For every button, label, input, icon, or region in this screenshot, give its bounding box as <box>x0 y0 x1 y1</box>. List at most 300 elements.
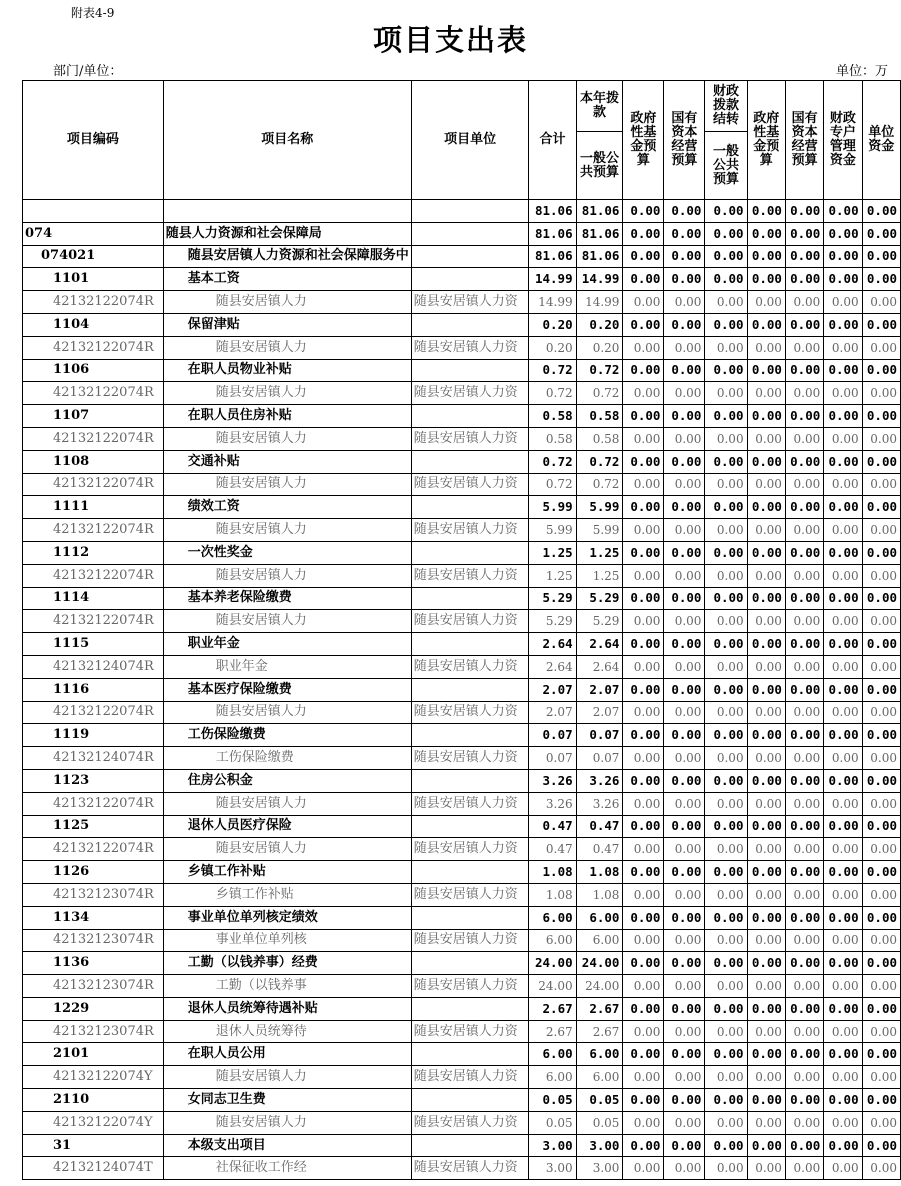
cell-amount: 0.00 <box>664 769 705 792</box>
cell-code: 42132122074R <box>23 701 164 724</box>
cell-amount: 0.00 <box>623 929 664 952</box>
cell-amount: 0.00 <box>785 883 823 906</box>
cell-amount: 0.00 <box>623 519 664 542</box>
cell-amount: 0.00 <box>785 359 823 382</box>
cell-amount: 0.00 <box>623 1020 664 1043</box>
cell-amount: 0.00 <box>705 929 747 952</box>
cell-amount: 0.00 <box>824 838 862 861</box>
cell-amount: 0.00 <box>664 359 705 382</box>
unit-label: 单位：万 <box>836 64 889 79</box>
cell-amount: 0.00 <box>664 747 705 770</box>
cell-amount: 2.64 <box>576 633 623 656</box>
cell-code: 42132124074T <box>23 1157 164 1180</box>
cell-code: 1136 <box>23 952 164 975</box>
cell-amount: 0.00 <box>705 382 747 405</box>
cell-amount: 0.00 <box>785 268 823 291</box>
cell-amount: 0.00 <box>664 838 705 861</box>
cell-unit: 随县安居镇人力资 <box>411 291 529 314</box>
cell-amount: 0.00 <box>747 222 785 245</box>
col-total: 合计 <box>529 81 576 200</box>
cell-unit: 随县安居镇人力资 <box>411 883 529 906</box>
cell-name: 职业年金 <box>163 655 411 678</box>
cell-amount: 1.25 <box>529 541 576 564</box>
table-row <box>23 405 901 428</box>
cell-unit <box>411 906 529 929</box>
cell-amount: 0.00 <box>785 724 823 747</box>
cell-amount: 0.00 <box>705 222 747 245</box>
cell-amount: 0.00 <box>623 792 664 815</box>
table-row <box>23 200 901 223</box>
cell-unit: 随县安居镇人力资 <box>411 792 529 815</box>
cell-name: 绩效工资 <box>163 496 411 519</box>
cell-amount: 0.00 <box>785 1089 823 1112</box>
col-current-year: 本年拨款 <box>576 81 623 132</box>
cell-amount: 0.00 <box>862 997 900 1020</box>
cell-amount: 0.00 <box>664 678 705 701</box>
cell-unit: 随县安居镇人力资 <box>411 701 529 724</box>
col-gov-fund: 政府性基金预算 <box>623 81 664 200</box>
cell-amount: 0.00 <box>664 792 705 815</box>
cell-amount: 0.00 <box>862 724 900 747</box>
cell-amount: 5.29 <box>529 610 576 633</box>
table-row <box>23 359 901 382</box>
cell-code: 42132123074R <box>23 929 164 952</box>
cell-amount: 0.00 <box>705 678 747 701</box>
cell-code: 1119 <box>23 724 164 747</box>
cell-amount: 0.00 <box>824 724 862 747</box>
cell-amount: 0.00 <box>747 610 785 633</box>
cell-amount: 0.72 <box>576 473 623 496</box>
cell-amount: 0.00 <box>664 200 705 223</box>
cell-amount: 81.06 <box>576 245 623 268</box>
cell-amount: 0.00 <box>664 1111 705 1134</box>
annex-label: 附表4-9 <box>71 6 115 20</box>
cell-amount: 0.05 <box>576 1089 623 1112</box>
cell-amount: 0.58 <box>529 405 576 428</box>
cell-amount: 0.00 <box>824 245 862 268</box>
cell-amount: 0.00 <box>747 336 785 359</box>
cell-amount: 0.00 <box>785 587 823 610</box>
cell-code: 1106 <box>23 359 164 382</box>
cell-amount: 0.00 <box>862 610 900 633</box>
cell-name: 住房公积金 <box>163 769 411 792</box>
cell-amount: 0.00 <box>664 427 705 450</box>
cell-amount: 0.00 <box>824 861 862 884</box>
cell-amount: 0.72 <box>529 473 576 496</box>
cell-amount: 0.00 <box>862 473 900 496</box>
cell-amount: 0.00 <box>824 906 862 929</box>
cell-amount: 0.00 <box>705 906 747 929</box>
cell-unit <box>411 1134 529 1157</box>
cell-code: 42132122074R <box>23 382 164 405</box>
cell-amount: 0.00 <box>824 1111 862 1134</box>
cell-unit: 随县安居镇人力资 <box>411 473 529 496</box>
cell-amount: 0.00 <box>623 838 664 861</box>
cell-amount: 0.00 <box>785 929 823 952</box>
cell-amount: 0.72 <box>529 450 576 473</box>
cell-amount: 0.72 <box>576 450 623 473</box>
cell-amount: 0.00 <box>824 1089 862 1112</box>
cell-unit: 随县安居镇人力资 <box>411 1020 529 1043</box>
cell-amount: 0.00 <box>785 382 823 405</box>
cell-amount: 0.00 <box>664 268 705 291</box>
cell-amount: 14.99 <box>576 291 623 314</box>
cell-amount: 0.00 <box>785 200 823 223</box>
table-row <box>23 769 901 792</box>
cell-amount: 0.20 <box>529 336 576 359</box>
cell-code: 42132123074R <box>23 975 164 998</box>
cell-amount: 0.00 <box>747 838 785 861</box>
table-row <box>23 1134 901 1157</box>
cell-name: 随县安居镇人力 <box>163 519 411 542</box>
cell-amount: 0.00 <box>747 1157 785 1180</box>
cell-amount: 1.25 <box>529 564 576 587</box>
cell-amount: 0.00 <box>747 268 785 291</box>
cell-amount: 0.00 <box>747 427 785 450</box>
table-row <box>23 655 901 678</box>
cell-amount: 0.00 <box>785 427 823 450</box>
cell-amount: 0.00 <box>705 1043 747 1066</box>
cell-amount: 0.00 <box>664 701 705 724</box>
cell-name: 乡镇工作补贴 <box>163 883 411 906</box>
col-carry-gov-fund: 政府性基金预算 <box>747 81 785 200</box>
cell-amount: 2.67 <box>529 1020 576 1043</box>
cell-amount: 5.99 <box>529 519 576 542</box>
cell-name: 社保征收工作经 <box>163 1157 411 1180</box>
cell-name: 随县安居镇人力 <box>163 336 411 359</box>
cell-code: 1123 <box>23 769 164 792</box>
cell-amount: 0.00 <box>705 838 747 861</box>
cell-unit <box>411 952 529 975</box>
cell-amount: 0.07 <box>529 724 576 747</box>
cell-amount: 6.00 <box>576 1066 623 1089</box>
cell-amount: 0.00 <box>862 1111 900 1134</box>
cell-amount: 0.00 <box>824 359 862 382</box>
col-fiscal-special: 财政专户管理资金 <box>824 81 862 200</box>
cell-amount: 0.00 <box>664 929 705 952</box>
table-row <box>23 473 901 496</box>
cell-amount: 6.00 <box>529 906 576 929</box>
cell-amount: 0.00 <box>623 313 664 336</box>
cell-amount: 0.00 <box>747 450 785 473</box>
cell-amount: 0.00 <box>664 473 705 496</box>
cell-name: 在职人员住房补贴 <box>163 405 411 428</box>
cell-amount: 1.08 <box>529 883 576 906</box>
cell-amount: 0.00 <box>664 906 705 929</box>
table-row <box>23 838 901 861</box>
cell-amount: 0.00 <box>705 747 747 770</box>
cell-amount: 0.00 <box>785 405 823 428</box>
cell-amount: 0.00 <box>862 1157 900 1180</box>
col-unit: 项目单位 <box>411 81 529 200</box>
cell-amount: 0.00 <box>664 724 705 747</box>
cell-amount: 0.00 <box>664 313 705 336</box>
cell-name: 本级支出项目 <box>163 1134 411 1157</box>
cell-amount: 0.00 <box>785 1157 823 1180</box>
table-row <box>23 427 901 450</box>
cell-amount: 0.00 <box>785 678 823 701</box>
cell-unit <box>411 405 529 428</box>
cell-amount: 1.25 <box>576 564 623 587</box>
cell-amount: 6.00 <box>529 1043 576 1066</box>
cell-code: 1108 <box>23 450 164 473</box>
cell-amount: 0.00 <box>623 655 664 678</box>
cell-code: 074021 <box>23 245 164 268</box>
cell-amount: 0.00 <box>747 975 785 998</box>
table-row <box>23 382 901 405</box>
cell-name: 在职人员公用 <box>163 1043 411 1066</box>
cell-unit: 随县安居镇人力资 <box>411 929 529 952</box>
cell-amount: 0.00 <box>623 906 664 929</box>
cell-amount: 0.20 <box>529 313 576 336</box>
cell-amount: 0.00 <box>664 1157 705 1180</box>
table-row <box>23 291 901 314</box>
table-row <box>23 222 901 245</box>
cell-code: 42132122074R <box>23 792 164 815</box>
cell-code: 42132124074R <box>23 655 164 678</box>
cell-amount: 0.00 <box>862 541 900 564</box>
cell-amount: 0.00 <box>664 975 705 998</box>
cell-name: 乡镇工作补贴 <box>163 861 411 884</box>
cell-amount: 0.00 <box>785 473 823 496</box>
cell-amount: 0.00 <box>747 633 785 656</box>
cell-amount: 0.00 <box>747 997 785 1020</box>
cell-amount: 0.00 <box>705 1134 747 1157</box>
cell-amount: 0.00 <box>862 1089 900 1112</box>
cell-name: 随县安居镇人力 <box>163 701 411 724</box>
cell-code: 1101 <box>23 268 164 291</box>
cell-unit: 随县安居镇人力资 <box>411 655 529 678</box>
col-general-budget: 一般公共预算 <box>576 132 623 200</box>
cell-amount: 0.58 <box>529 427 576 450</box>
cell-amount: 2.64 <box>576 655 623 678</box>
cell-amount: 0.00 <box>623 678 664 701</box>
table-row <box>23 724 901 747</box>
table-row <box>23 906 901 929</box>
cell-amount: 0.00 <box>664 861 705 884</box>
cell-name: 退休人员医疗保险 <box>163 815 411 838</box>
cell-amount: 0.00 <box>824 1043 862 1066</box>
cell-amount: 0.00 <box>862 291 900 314</box>
cell-amount: 0.00 <box>785 655 823 678</box>
cell-amount: 0.00 <box>705 952 747 975</box>
cell-amount: 0.00 <box>705 313 747 336</box>
cell-amount: 0.00 <box>785 222 823 245</box>
cell-amount: 0.00 <box>824 997 862 1020</box>
cell-code: 1126 <box>23 861 164 884</box>
table-row <box>23 997 901 1020</box>
cell-unit: 随县安居镇人力资 <box>411 1111 529 1134</box>
cell-unit: 随县安居镇人力资 <box>411 427 529 450</box>
cell-amount: 0.00 <box>747 747 785 770</box>
cell-amount: 0.00 <box>664 541 705 564</box>
cell-amount: 0.00 <box>623 427 664 450</box>
cell-unit <box>411 313 529 336</box>
cell-amount: 0.00 <box>824 291 862 314</box>
cell-amount: 0.00 <box>747 1043 785 1066</box>
cell-amount: 0.00 <box>785 792 823 815</box>
cell-amount: 0.07 <box>529 747 576 770</box>
cell-amount: 0.00 <box>747 792 785 815</box>
cell-amount: 3.26 <box>529 769 576 792</box>
cell-name: 在职人员物业补贴 <box>163 359 411 382</box>
cell-amount: 0.00 <box>705 1111 747 1134</box>
cell-amount: 0.00 <box>862 655 900 678</box>
cell-amount: 0.00 <box>862 747 900 770</box>
cell-code: 1229 <box>23 997 164 1020</box>
cell-amount: 0.00 <box>747 1111 785 1134</box>
cell-unit: 随县安居镇人力资 <box>411 610 529 633</box>
cell-code: 42132122074R <box>23 427 164 450</box>
cell-amount: 0.00 <box>623 473 664 496</box>
col-state-capital: 国有资本经营预算 <box>664 81 705 200</box>
cell-amount: 0.00 <box>862 359 900 382</box>
cell-amount: 0.00 <box>705 405 747 428</box>
cell-amount: 0.00 <box>747 769 785 792</box>
cell-amount: 0.00 <box>664 496 705 519</box>
cell-amount: 0.00 <box>862 1020 900 1043</box>
table-row <box>23 952 901 975</box>
cell-amount: 81.06 <box>576 200 623 223</box>
cell-amount: 0.00 <box>862 427 900 450</box>
cell-amount: 0.00 <box>824 519 862 542</box>
cell-amount: 0.00 <box>747 1066 785 1089</box>
cell-amount: 0.00 <box>862 906 900 929</box>
col-carry-state-capital: 国有资本经营预算 <box>785 81 823 200</box>
cell-amount: 1.08 <box>576 861 623 884</box>
cell-amount: 14.99 <box>576 268 623 291</box>
cell-name: 随县人力资源和社会保障局 <box>163 222 411 245</box>
cell-code: 1104 <box>23 313 164 336</box>
cell-code: 42132122074R <box>23 291 164 314</box>
cell-amount: 0.00 <box>664 336 705 359</box>
cell-amount: 6.00 <box>529 929 576 952</box>
cell-amount: 0.00 <box>623 633 664 656</box>
cell-unit <box>411 769 529 792</box>
cell-amount: 0.00 <box>862 405 900 428</box>
cell-amount: 0.00 <box>824 747 862 770</box>
cell-amount: 0.00 <box>623 1134 664 1157</box>
cell-amount: 0.00 <box>623 587 664 610</box>
cell-amount: 0.00 <box>785 906 823 929</box>
cell-name: 工伤保险缴费 <box>163 747 411 770</box>
cell-amount: 0.00 <box>785 1066 823 1089</box>
cell-amount: 0.00 <box>747 929 785 952</box>
cell-amount: 1.25 <box>576 541 623 564</box>
cell-amount: 2.07 <box>576 678 623 701</box>
cell-amount: 0.00 <box>705 633 747 656</box>
cell-code: 42132124074R <box>23 747 164 770</box>
cell-amount: 0.00 <box>785 313 823 336</box>
cell-amount: 0.00 <box>705 245 747 268</box>
dept-label: 部门/单位： <box>53 64 123 79</box>
cell-amount: 0.00 <box>862 382 900 405</box>
cell-amount: 0.00 <box>747 952 785 975</box>
cell-amount: 0.00 <box>785 975 823 998</box>
cell-amount: 0.00 <box>862 883 900 906</box>
cell-amount: 0.00 <box>747 564 785 587</box>
cell-amount: 0.47 <box>529 838 576 861</box>
cell-amount: 24.00 <box>529 952 576 975</box>
cell-amount: 0.00 <box>705 861 747 884</box>
cell-amount: 0.00 <box>623 975 664 998</box>
cell-amount: 0.00 <box>785 838 823 861</box>
cell-amount: 0.00 <box>824 496 862 519</box>
cell-amount: 0.00 <box>623 952 664 975</box>
cell-amount: 0.20 <box>576 313 623 336</box>
cell-name: 职业年金 <box>163 633 411 656</box>
cell-amount: 0.00 <box>785 336 823 359</box>
cell-amount: 0.00 <box>623 1111 664 1134</box>
cell-name: 随县安居镇人力 <box>163 427 411 450</box>
col-name: 项目名称 <box>163 81 411 200</box>
cell-amount: 0.00 <box>664 610 705 633</box>
cell-unit <box>411 1089 529 1112</box>
cell-amount: 0.00 <box>785 541 823 564</box>
cell-amount: 81.06 <box>529 222 576 245</box>
cell-amount: 0.00 <box>747 382 785 405</box>
cell-amount: 0.00 <box>862 313 900 336</box>
cell-amount: 0.00 <box>785 496 823 519</box>
cell-amount: 0.00 <box>824 222 862 245</box>
cell-amount: 0.00 <box>664 1066 705 1089</box>
cell-amount: 0.00 <box>664 815 705 838</box>
cell-amount: 2.67 <box>529 997 576 1020</box>
table-row <box>23 564 901 587</box>
cell-amount: 0.00 <box>747 1134 785 1157</box>
cell-amount: 2.07 <box>529 678 576 701</box>
cell-amount: 0.00 <box>824 633 862 656</box>
cell-unit <box>411 997 529 1020</box>
cell-unit: 随县安居镇人力资 <box>411 1066 529 1089</box>
cell-amount: 0.00 <box>862 792 900 815</box>
cell-amount: 0.00 <box>747 861 785 884</box>
cell-name: 随县安居镇人力 <box>163 1111 411 1134</box>
col-unit-funds: 单位资金 <box>862 81 900 200</box>
cell-amount: 2.64 <box>529 633 576 656</box>
cell-amount: 0.00 <box>623 291 664 314</box>
cell-amount: 0.00 <box>623 382 664 405</box>
cell-amount: 0.00 <box>705 359 747 382</box>
cell-amount: 0.00 <box>824 450 862 473</box>
cell-name: 工勤（以钱养事 <box>163 975 411 998</box>
cell-unit <box>411 222 529 245</box>
cell-name: 随县安居镇人力 <box>163 610 411 633</box>
cell-amount: 0.00 <box>705 610 747 633</box>
cell-amount: 0.00 <box>664 405 705 428</box>
cell-code: 1107 <box>23 405 164 428</box>
cell-amount: 0.00 <box>785 450 823 473</box>
cell-amount: 0.00 <box>747 724 785 747</box>
cell-code: 42132122074R <box>23 838 164 861</box>
cell-amount: 0.00 <box>785 1043 823 1066</box>
cell-amount: 0.47 <box>576 838 623 861</box>
cell-amount: 0.00 <box>862 633 900 656</box>
cell-amount: 0.00 <box>705 997 747 1020</box>
cell-amount: 0.58 <box>576 405 623 428</box>
cell-amount: 0.00 <box>747 541 785 564</box>
cell-code: 42132122074R <box>23 610 164 633</box>
cell-unit <box>411 678 529 701</box>
cell-amount: 0.00 <box>824 975 862 998</box>
cell-amount: 0.00 <box>705 792 747 815</box>
cell-amount: 0.00 <box>664 952 705 975</box>
cell-amount: 0.72 <box>529 359 576 382</box>
cell-name: 退休人员统筹待 <box>163 1020 411 1043</box>
cell-amount: 0.00 <box>785 1111 823 1134</box>
table-row <box>23 861 901 884</box>
cell-amount: 0.00 <box>785 701 823 724</box>
